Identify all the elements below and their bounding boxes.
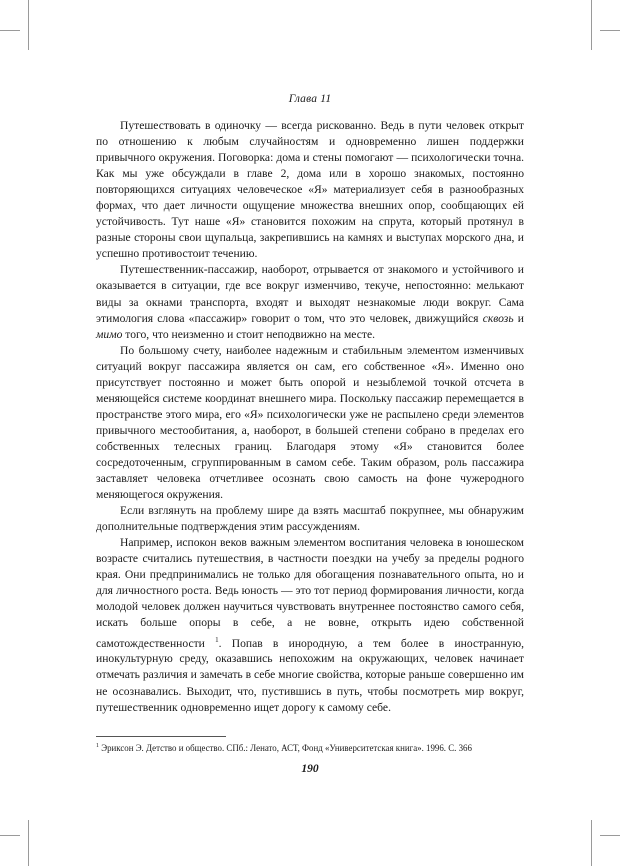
paragraph: Если взглянуть на проблему шире да взять масштаб покрупнее, мы обнаружим дополнительные подтверждения этим рассуждениям. [96, 504, 524, 534]
page-number: 190 [301, 763, 319, 775]
paragraph [96, 262, 524, 342]
paragraph-text: Путешественник-пассажир, наоборот, отрывается от знакомого и устойчивого и оказывается в ситуации, где все вокруг изменчиво, текуче, непостоянно: мелькают виды за окнами транспорта, входят и выходят незнакомые люди вокруг. Сама этимология слова «пассажир» говорит о том, что это человек, движущийся [96, 263, 524, 325]
footnote-divider [96, 736, 226, 737]
footnote [96, 741, 526, 754]
emphasis: мимо [96, 327, 123, 341]
crop-mark [28, 820, 29, 866]
crop-mark [591, 820, 592, 866]
crop-mark [600, 835, 620, 836]
paragraph: Путешествовать в одиночку — всегда рискованно. Ведь в пути человек открыт по отношению к любым случайностям и одновременно лишен поддержки привычного окружения. Поговорка: дома и стены помогают — психологически точна. Как мы уже обсуждали в главе 2, дома или в хорошо знакомых, постоянно повторяющихся ситуациях человеческое «Я» материализует себя в разнообразных формах, что дает личности ощущение множества внешних опор, сообщающих ей устойчивость. Тут наше «Я» становится похожим на спрута, который протянул в разные стороны свои щупальца, закрепившись на камнях и выступах морского дна, и успешно противостоит течению. [96, 119, 524, 261]
crop-mark [28, 0, 29, 50]
footnote-text: Эриксон Э. Детство и общество. СПб.: Ленато, АСТ, Фонд «Университетская книга». 1996. С. 366 [99, 742, 472, 753]
crop-mark [591, 0, 592, 50]
paragraph: Например, испокон веков важным элементом воспитания человека в юношеском возрасте считались путешествия, в частности поездки на учебу за пределы родного края. Они предпринимались не только для обогащения познавательного опыта, но и для личностного роста. Ведь юность — это тот период формирования личности, когда молодой человек должен научиться чувствовать внутреннее постоянство самого себя, искать больше опоры в себе, а не вовне, открыть идею собственной самотождественности $^1$. Попав в инородную, а тем более в иностранную, инокультурную среду, оказавшись непохожим на окружающих, человек начинает отмечать различия и замечать в себе многие свойства, которые раньше совершенно им не осознавались. Выходит, что, пустившись в путь, чтобы посмотреть мир вокруг, путешественник одновременно ищет дорогу к самому себе. [96, 536, 525, 714]
body-text [96, 118, 524, 716]
running-header: Глава 11 [288, 93, 332, 105]
crop-mark [0, 30, 20, 31]
crop-mark [600, 30, 620, 31]
footnote-ref[interactable]: 1 [215, 635, 219, 644]
paragraph-text: и [513, 311, 524, 325]
paragraph-text: Например, испокон веков важным элементом воспитания человека в юношеском возрасте считались путешествия, в частности поездки на учебу за пределы родного края. Они предпринимались не только для обогащения познавательного опыта, но и для личностного роста. Ведь юность — это тот период формирования личности, когда молодой человек должен научиться чувствовать внутреннее постоянство самого себя, искать больше опоры в себе, а не вовне, открыть идею собственной самотождественности [96, 536, 524, 650]
paragraph: По большому счету, наиболее надежным и стабильным элементом изменчивых ситуаций вокруг пассажира является он сам, его собственное «Я». Именно оно присутствует постоянно и может быть опорой и незыблемой точкой отсчета в меняющейся системе координат внешнего мира. Поскольку пассажир перемещается в пространстве этого мира, его «Я» психологически уже не распылено среди элементов привычного местообитания, а, наоборот, в большей степени собрано в пределах его собственных телесных границ. Благодаря этому «Я» становится более сосредоточенным, сгруппированным в самом себе. Таким образом, роль пассажира заставляет человека отчетливее осознать свою самость на фоне чужеродного меняющегося окружения. [96, 343, 524, 502]
paragraph-text: Попав в инородную, а тем более в иностранную, инокультурную среду, оказавшись непохожим на окружающих, человек начинает отмечать различия и замечать в себе многие свойства, которые раньше совершенно им не осознавались. Выходит, что, пустившись в путь, чтобы посмотреть мир вокруг, путешественник одновременно ищет дорогу к самому себе. [96, 636, 525, 714]
paragraph-text: того, что неизменно и стоит неподвижно на месте. [122, 327, 375, 341]
crop-mark [0, 835, 20, 836]
footnote-marker: 1 [96, 743, 99, 749]
emphasis: сквозь [482, 311, 514, 325]
